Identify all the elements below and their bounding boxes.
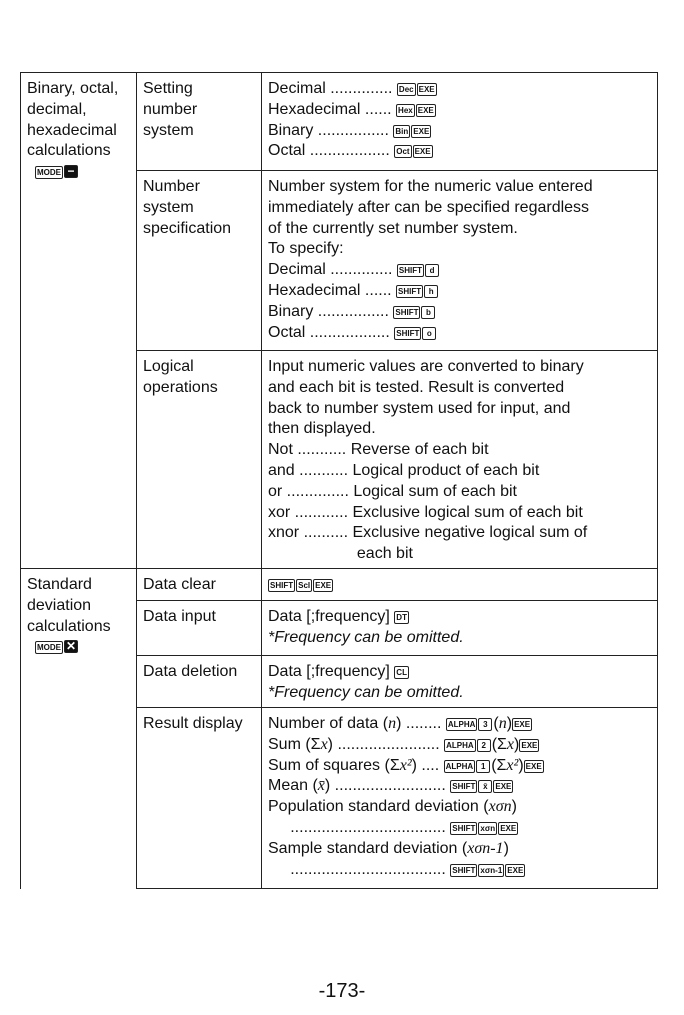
key-icon-x: x̄: [478, 780, 492, 793]
text: Sample standard deviation (: [268, 839, 468, 857]
key-icon-exe: EXE: [514, 720, 531, 729]
content-line: [268, 575, 651, 596]
section-title-line: calculations: [27, 617, 111, 635]
function-table: [20, 72, 658, 889]
row-name-line: Setting: [143, 80, 193, 97]
key-icon-dec: Dec: [398, 85, 414, 94]
content-line: [268, 523, 651, 544]
text: Binary ................: [268, 302, 394, 320]
key-icon-xn1: xσn-1: [480, 865, 503, 875]
text: then displayed.: [268, 420, 376, 438]
content-line: [268, 714, 651, 735]
text: (Σ: [491, 735, 507, 753]
text: Not ........... Reverse of each bit: [268, 441, 489, 459]
key-icon-shift: SHIFT: [395, 307, 419, 317]
key-icon-shift: SHIFT: [398, 286, 422, 296]
key-icon-scl: Scl: [298, 581, 311, 590]
row-content-cell: [262, 351, 658, 569]
text: or .............. Logical sum of each bit: [268, 482, 517, 500]
section-title-line: Standard: [27, 576, 92, 593]
text: Decimal ..............: [268, 80, 397, 97]
math-symbol: x̄: [317, 777, 325, 795]
math-symbol: x²: [506, 756, 519, 774]
content-line: [268, 323, 651, 344]
content-line: [268, 399, 651, 420]
content-line: [268, 378, 651, 399]
text: Sum (Σ: [268, 735, 321, 753]
content-line: [268, 503, 651, 524]
text: (Σ: [491, 756, 507, 774]
text: To specify:: [268, 240, 344, 258]
row-name-line: Data input: [143, 608, 216, 625]
key-icon-shift: SHIFT: [452, 865, 476, 875]
text: Input numeric values are converted to binary: [268, 358, 584, 375]
key-icon-alpha: ALPHA: [446, 740, 474, 750]
key-icon-exe: EXE: [413, 126, 430, 136]
row-name-cell: [137, 601, 262, 656]
section-title-line: decimal,: [27, 100, 87, 118]
math-symbol: x: [320, 735, 328, 753]
key-icon-d: d: [425, 264, 439, 277]
page-number: -173-: [318, 980, 366, 1002]
key-icon-exe: EXE: [507, 865, 524, 875]
key-icon-shift: SHIFT: [452, 782, 476, 792]
key-icon-mode: MODE: [37, 168, 61, 178]
text: Binary ................: [268, 121, 394, 139]
table-row: [21, 73, 658, 171]
mode-keys: [27, 637, 130, 658]
section-title-cell: [21, 569, 137, 889]
section-title-line: hexadecimal: [27, 121, 117, 139]
row-content-cell: [262, 171, 658, 351]
text: ) ........: [396, 715, 446, 732]
key-icon-exe: EXE: [417, 105, 434, 115]
key-icon-3: 3: [478, 718, 492, 731]
row-content-cell: [262, 73, 658, 171]
section-title-cell: [21, 73, 137, 569]
content-line: [268, 756, 651, 777]
row-name-line: Data deletion: [143, 663, 238, 680]
content-line: [268, 281, 651, 302]
text: ): [506, 715, 513, 732]
row-name-cell: [137, 351, 262, 569]
math-symbol: xσn: [488, 798, 512, 816]
content-line: [268, 482, 651, 503]
key-icon-1: 1: [476, 760, 490, 773]
text: Number of data (: [268, 715, 389, 732]
key-icon-exe: EXE: [495, 782, 512, 792]
key-icon-oct: Oct: [396, 147, 410, 157]
text: Mean (: [268, 777, 318, 795]
key-icon-alpha: ALPHA: [445, 761, 474, 771]
content-line: [268, 683, 651, 704]
text: ) .......................: [327, 735, 445, 753]
key-icon-: ✕: [66, 639, 77, 654]
text: Data [;frequency]: [268, 608, 395, 625]
key-icon-exe: EXE: [500, 823, 517, 833]
text: Hexadecimal ......: [268, 281, 397, 299]
text: ) ....: [411, 756, 444, 774]
text: xnor .......... Exclusive negative logical sum of: [268, 524, 588, 542]
row-name-cell: [137, 73, 262, 171]
text: ): [503, 839, 509, 857]
row-name-line: Result display: [143, 715, 243, 732]
content-line: [268, 860, 651, 881]
key-icon-xn: xσn: [480, 823, 496, 833]
key-icon-dt: DT: [396, 613, 407, 622]
row-name-line: Logical: [143, 358, 194, 375]
key-icon-h: h: [424, 285, 438, 298]
content-line: [268, 818, 651, 839]
text: ): [511, 798, 517, 816]
text: Hexadecimal ......: [268, 100, 397, 118]
content-line: [268, 357, 651, 378]
text: each bit: [268, 545, 413, 563]
key-icon-mode: MODE: [37, 643, 61, 653]
content-line: [268, 302, 651, 323]
text: ...................................: [268, 860, 451, 878]
content-line: [268, 607, 651, 628]
text: ) .........................: [324, 777, 451, 795]
row-name-line: system: [143, 198, 194, 216]
text: Number system for the numeric value entered: [268, 178, 593, 195]
row-content-cell: [262, 656, 658, 708]
row-name-line: Number: [143, 178, 200, 195]
math-symbol: xσn-1: [467, 839, 504, 857]
key-icon-bin: Bin: [395, 126, 409, 136]
text: of the currently set number system.: [268, 219, 518, 237]
text: back to number system used for input, and: [268, 399, 571, 417]
text: and each bit is tested. Result is converted: [268, 378, 565, 396]
text: immediately after can be specified regardless: [268, 198, 590, 216]
text: Data [;frequency]: [268, 663, 395, 680]
content-line: [268, 79, 651, 100]
math-symbol: x: [506, 735, 515, 753]
content-line: [268, 662, 651, 683]
key-icon-exe: EXE: [414, 147, 431, 157]
text: and ........... Logical product of each bit: [268, 461, 540, 479]
key-icon-shift: SHIFT: [398, 266, 423, 276]
key-icon-o: o: [422, 327, 436, 340]
content-line: [268, 260, 651, 281]
section-title-line: calculations: [27, 142, 111, 160]
row-name-cell: [137, 171, 262, 351]
content-line: [268, 461, 651, 482]
key-icon-shift: SHIFT: [270, 581, 294, 590]
note-text: *Frequency can be omitted.: [268, 628, 464, 646]
key-icon-b: b: [421, 306, 435, 319]
math-symbol: x²: [399, 756, 412, 774]
text: Sum of squares (Σ: [268, 756, 400, 774]
text: ): [514, 735, 520, 753]
section-title-line: Binary, octal,: [27, 80, 119, 97]
key-icon-exe: EXE: [315, 581, 332, 590]
text: Octal ..................: [268, 323, 395, 341]
math-symbol: n: [388, 715, 397, 732]
row-name-line: specification: [143, 219, 232, 237]
key-icon-shift: SHIFT: [452, 823, 476, 833]
row-content-cell: [262, 601, 658, 656]
key-icon-: −: [64, 165, 78, 178]
row-name-line: Data clear: [143, 576, 216, 593]
row-name-cell: [137, 569, 262, 601]
text: Population standard deviation (: [268, 798, 489, 816]
key-icon-exe: EXE: [418, 85, 435, 94]
row-content-cell: [262, 569, 658, 601]
content-line: [268, 440, 651, 461]
row-name-line: operations: [143, 378, 218, 396]
content-line: [268, 121, 651, 142]
text: xor ............ Exclusive logical sum of each bit: [268, 503, 583, 521]
content-line: [268, 239, 651, 260]
content-line: [268, 839, 651, 860]
content-line: [268, 544, 651, 565]
table-row: [21, 569, 658, 601]
content-line: [268, 735, 651, 756]
note-text: *Frequency can be omitted.: [268, 683, 464, 701]
content-line: [268, 198, 651, 219]
section-title-line: deviation: [27, 596, 92, 614]
key-icon-cl: CL: [396, 668, 407, 677]
key-icon-exe: EXE: [525, 761, 542, 771]
text: Decimal ..............: [268, 261, 397, 279]
mode-keys: [27, 162, 130, 183]
content-line: [268, 419, 651, 440]
text: ): [518, 756, 524, 774]
row-name-line: system: [143, 121, 194, 139]
row-content-cell: [262, 708, 658, 889]
content-line: [268, 219, 651, 240]
content-line: [268, 628, 651, 649]
row-name-line: number: [143, 100, 198, 118]
key-icon-exe: EXE: [521, 740, 538, 750]
content-line: [268, 100, 651, 121]
text: Octal ..................: [268, 142, 395, 160]
row-name-cell: [137, 708, 262, 889]
key-icon-2: 2: [477, 739, 491, 752]
key-icon-hex: Hex: [398, 105, 413, 115]
key-icon-alpha: ALPHA: [447, 720, 476, 729]
content-line: [268, 141, 651, 162]
text: ...................................: [268, 818, 451, 836]
math-symbol: n: [498, 715, 507, 732]
row-name-cell: [137, 656, 262, 708]
content-line: [268, 177, 651, 198]
content-line: [268, 797, 651, 818]
key-icon-shift: SHIFT: [396, 328, 420, 338]
text: (: [493, 715, 499, 732]
content-line: [268, 776, 651, 797]
